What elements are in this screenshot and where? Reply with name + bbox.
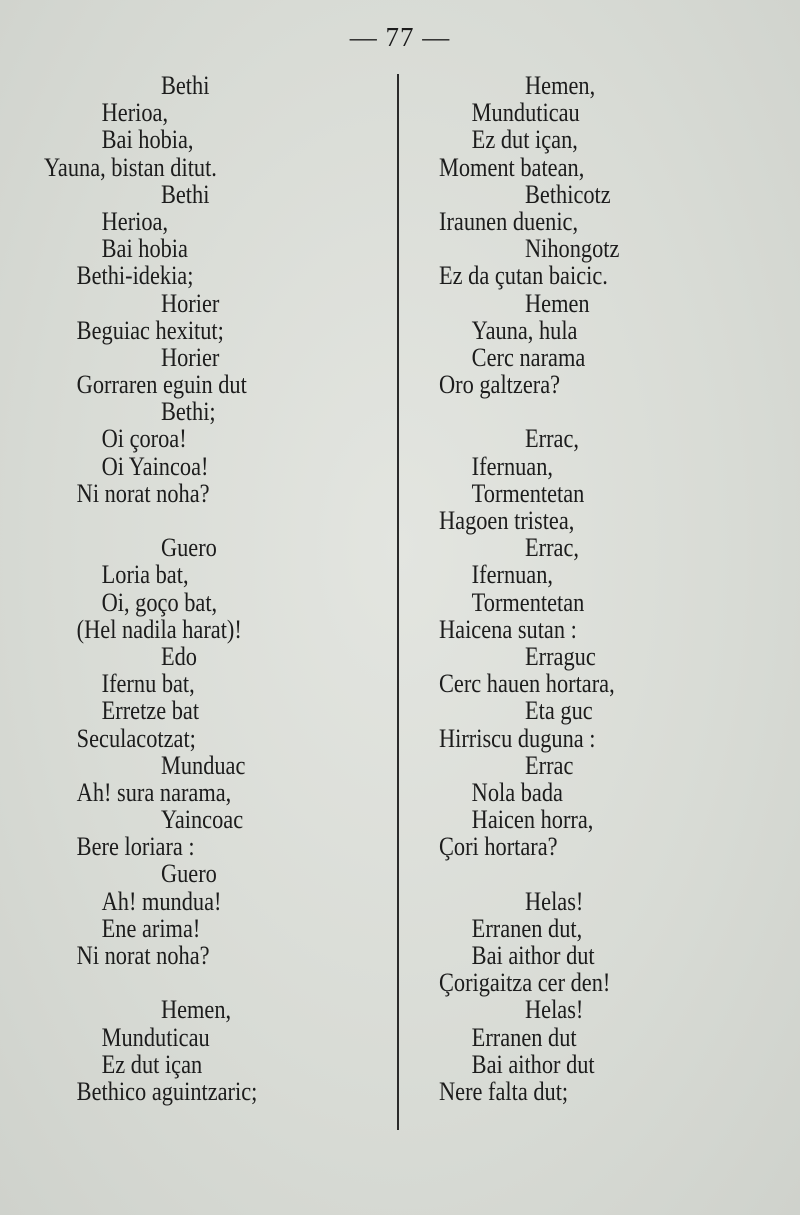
poem-line: Erretze bat (101, 696, 200, 726)
poem-line: Ifernu bat, (101, 669, 195, 699)
poem-line: Tormentetan (471, 478, 585, 508)
poem-line: Guero (160, 859, 217, 889)
poem-line: Eta guc (525, 696, 593, 726)
poem-line: Erraguc (525, 641, 596, 671)
poem-line: Helas! (525, 995, 584, 1025)
poem-line: Bethi-idekia; (76, 261, 194, 291)
poem-line: Ifernuan, (471, 560, 554, 590)
poem-line: Cerc narama (471, 342, 586, 372)
poem-line: Errac, (525, 424, 579, 454)
poem-line: Loria bat, (101, 560, 189, 590)
poem-line: Bai hobia, (101, 125, 194, 155)
poem-line: Bai aithor dut (471, 941, 595, 970)
right-poem-column (439, 72, 619, 1105)
left-poem-column (44, 72, 257, 1105)
poem-line: Ni norat noha? (76, 478, 210, 508)
poem-line: Seculacotzat; (76, 723, 196, 753)
poem-line: Ni norat noha? (76, 941, 210, 970)
poem-line: Ene arima! (101, 913, 201, 943)
poem-line: Helas! (525, 886, 584, 916)
poem-line: Iraunen duenic, (439, 206, 579, 236)
poem-line: Haicen horra, (471, 805, 594, 835)
poem-line: Hirriscu duguna : (439, 723, 596, 753)
poem-line: Horier (160, 288, 220, 318)
poem-line: Ah! sura narama, (76, 777, 232, 807)
poem-line: Guero (160, 533, 217, 563)
poem-line: Gorraren eguin dut (76, 370, 247, 400)
poem-line: Ez dut içan, (471, 125, 578, 155)
poem-line: Hemen, (160, 995, 232, 1025)
poem-line: Oi çoroa! (101, 424, 187, 454)
poem-line: Nihongotz (525, 234, 620, 264)
poem-line: Nola bada (471, 777, 563, 807)
poem-line: Hagoen tristea, (439, 506, 575, 535)
poem-line: Errac, (525, 533, 579, 563)
poem-line: Bai aithor dut (471, 1049, 595, 1079)
poem-line: Ez dut içan (101, 1049, 203, 1079)
poem-line: Horier (160, 342, 220, 372)
poem-line: Cerc hauen hortara, (439, 669, 615, 699)
poem-line: Herioa, (101, 98, 169, 128)
column-divider (397, 74, 399, 1130)
poem-line: Bethi (160, 179, 210, 209)
poem-line (44, 969, 257, 996)
poem-line: Bethicotz (525, 179, 611, 209)
poem-line: Çorigaitza cer den! (439, 968, 611, 998)
poem-line: Erranen dut (471, 1022, 577, 1052)
poem-line: Nere falta dut; (439, 1076, 569, 1106)
poem-line: Ah! mundua! (101, 886, 222, 916)
poem-line: Ez da çutan baicic. (439, 261, 608, 291)
poem-line (439, 860, 619, 887)
poem-line (44, 507, 257, 534)
poem-line: Bere loriara : (76, 832, 195, 862)
poem-line: Beguiac hexitut; (76, 315, 224, 345)
poem-line: Munduticau (101, 1022, 210, 1052)
poem-line (439, 398, 619, 425)
poem-line: Yauna, hula (471, 315, 578, 345)
poem-line: Yauna, bistan ditut. (44, 152, 217, 182)
poem-line: Erranen dut, (471, 913, 583, 943)
poem-line: Haicena sutan : (439, 614, 577, 644)
poem-line: Moment batean, (439, 152, 585, 182)
poem-line: Ifernuan, (471, 451, 554, 481)
poem-line: Çori hortara? (439, 832, 558, 862)
poem-line: Bethi; (160, 397, 216, 427)
poem-line: Munduac (160, 750, 246, 780)
poem-line: Oi, goço bat, (101, 587, 218, 617)
poem-line: Munduticau (471, 98, 580, 128)
poem-line: Bethi (160, 71, 210, 100)
poem-line: Tormentetan (471, 587, 585, 617)
poem-line: Oi Yaincoa! (101, 451, 209, 481)
poem-line: Edo (160, 641, 197, 671)
poem-line: Herioa, (101, 206, 169, 236)
poem-line: Bethico aguintzaric; (76, 1076, 258, 1106)
poem-line: Oro galtzera? (439, 370, 561, 400)
poem-line: Hemen (525, 288, 590, 318)
poem-line: Hemen, (525, 71, 596, 100)
poem-line: Yaincoac (160, 805, 244, 835)
poem-line: Errac (525, 750, 574, 780)
poem-line: Bai hobia (101, 234, 188, 264)
page-number: — 77 — (349, 22, 451, 52)
poem-line: (Hel nadila harat)! (76, 614, 242, 644)
